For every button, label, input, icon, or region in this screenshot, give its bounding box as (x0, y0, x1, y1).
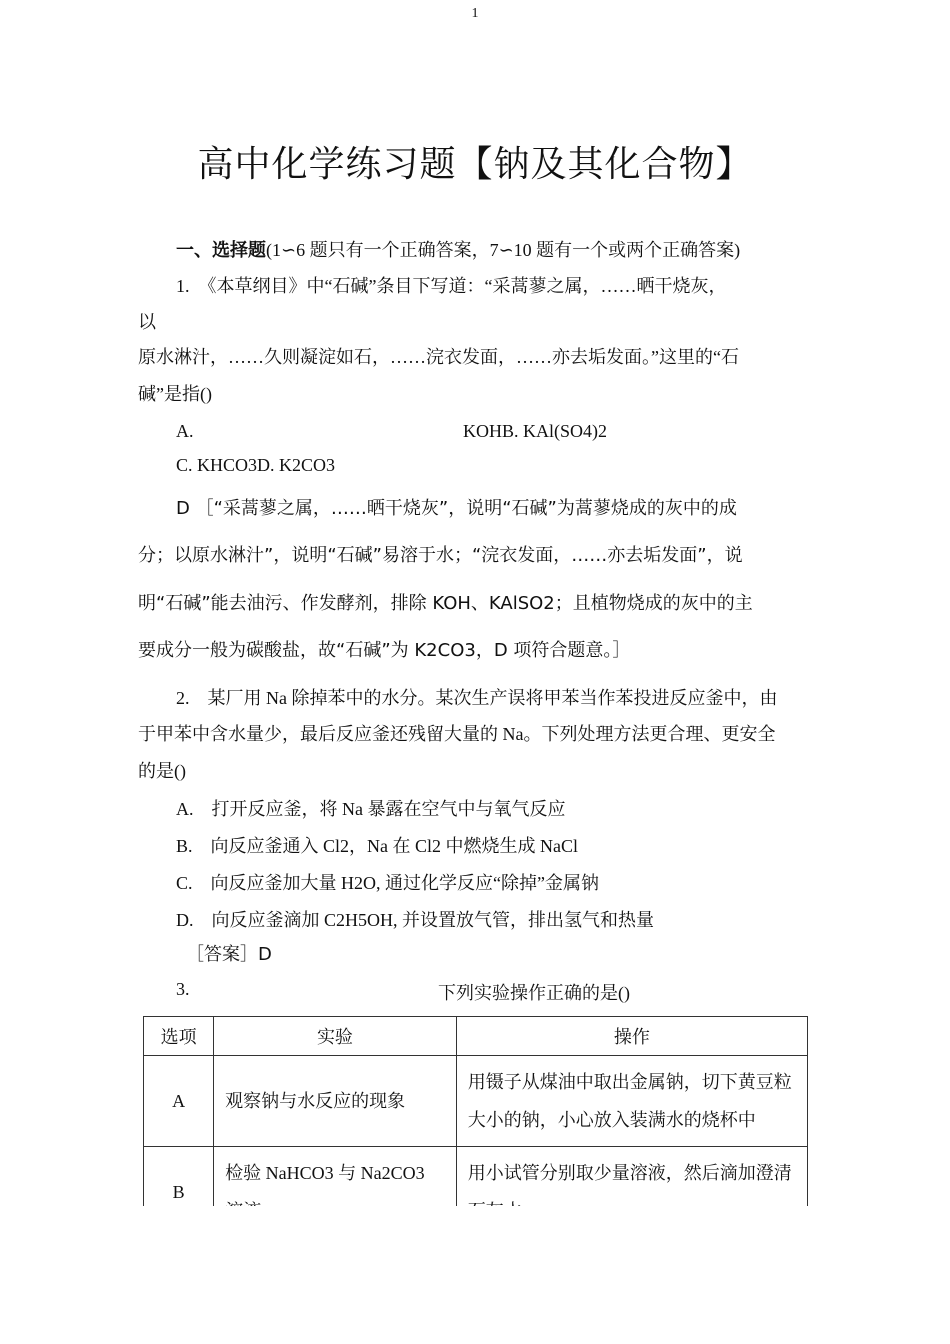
q1-explanation-1: D ［“采蒿蓼之属，……晒干烧灰”，说明“石碱”为蒿蓼烧成的灰中的成 (176, 498, 737, 519)
row-operation: 用小试管分别取少量溶液，然后滴加澄清 (467, 1163, 792, 1183)
page-cutoff (0, 1206, 950, 1344)
q1-line-2: 以 (138, 312, 156, 332)
q2-line-1: 2. 某厂用 Na 除掉苯中的水分。某次生产误将甲苯当作苯投进反应釜中，由 (176, 688, 778, 708)
header-option: 选项 (144, 1017, 214, 1056)
q2-option-b: B. 向反应釜通入 Cl2，Na 在 Cl2 中燃烧生成 NaCl (176, 836, 579, 856)
q1-explanation-2: 分；以原水淋汁”，说明“石碱”易溶于水；“浣衣发面，……亦去垢发面”，说 (138, 545, 743, 566)
q1-options-cd: C. KHCO3D. K2CO3 (176, 455, 336, 475)
row-option: A (144, 1056, 214, 1147)
q2-line-3: 的是() (138, 761, 186, 781)
table-row (144, 1056, 808, 1147)
q2-option-c: C. 向反应釜加大量 H2O, 通过化学反应“除掉”金属钠 (176, 873, 599, 893)
q1-options-ab: KOHB. KAl(SO4)2 (463, 421, 607, 441)
row-option: B (144, 1147, 214, 1238)
q1-explanation-3: 明“石碱”能去油污、作发酵剂，排除 KOH、KAlSO2；且植物烧成的灰中的主 (138, 593, 753, 614)
q3-number: 3. (176, 979, 190, 999)
section-heading (176, 236, 740, 262)
row-operation: 用镊子从煤油中取出金属钠，切下黄豆粒大小的钠，小心放入装满水的烧杯中 (467, 1072, 792, 1130)
q2-option-d: D. 向反应釜滴加 C2H5OH, 并设置放气管，排出氢气和热量 (176, 910, 654, 930)
page-number: 1 (471, 6, 479, 21)
table-header-row (144, 1017, 808, 1056)
page-title: 高中化学练习题【钠及其化合物】 (197, 144, 753, 185)
row-experiment: 检验 NaHCO3 与 Na2CO3 (225, 1163, 425, 1183)
section-heading-note: (1∽6 题只有一个正确答案，7∽10 题有一个或两个正确答案) (266, 240, 741, 260)
section-heading-label: 一、选择题 (176, 240, 266, 261)
q3-stem: 下列实验操作正确的是() (438, 983, 630, 1003)
q2-answer: ［答案］D (186, 944, 272, 965)
experiment-table (143, 1016, 808, 1238)
q1-line-1: 1. 《本草纲目》中“石碱”条目下写道：“采蒿蓼之属，……晒干烧灰， (176, 276, 727, 296)
q1-explanation-4: 要成分一般为碳酸盐，故“石碱”为 K2CO3，D 项符合题意。］ (138, 640, 631, 661)
q2-line-2: 于甲苯中含水量少，最后反应釜还残留大量的 Na。下列处理方法更合理、更安全 (138, 724, 776, 744)
header-operation: 操作 (456, 1017, 807, 1056)
row-experiment: 观察钠与水反应的现象 (225, 1091, 406, 1111)
header-experiment: 实验 (214, 1017, 457, 1056)
q1-option-a-label: A. (176, 421, 194, 441)
q1-line-3: 原水淋汁，……久则凝淀如石，……浣衣发面，……亦去垢发面。”这里的“石 (138, 347, 739, 367)
q2-option-a: A. 打开反应釜，将 Na 暴露在空气中与氧气反应 (176, 799, 566, 819)
q1-line-4: 碱”是指() (138, 384, 212, 404)
